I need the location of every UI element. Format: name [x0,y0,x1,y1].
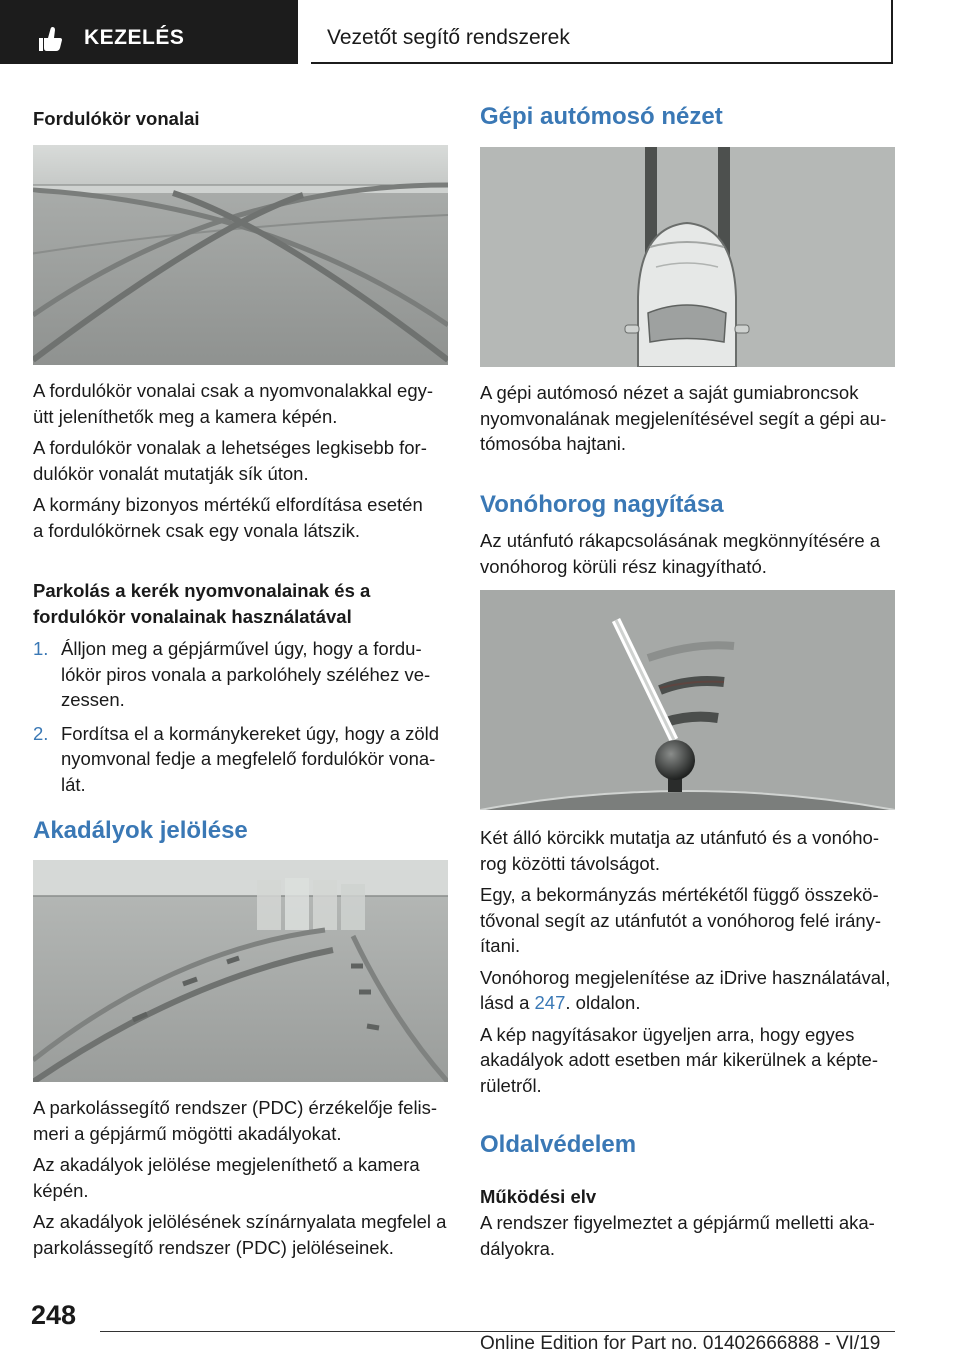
carwash-text: A gépi autómosó nézet a saját gumiabroncsok nyomvonalának megjelenítésével segít a gépi au‐ tómosóba hajtani. [480,382,887,454]
page-link[interactable]: 247 [534,992,566,1013]
chapter-title: Vezetőt segítő rendszerek [327,26,570,49]
hitch-intro: Az utánfutó rákapcsolásának megkönnyítésére a vonóhorog körüli rész kinagyítható. [480,530,881,577]
obstacles-figure [33,860,448,1082]
turning-lines-heading: Fordulókör vonalai [33,108,200,129]
turning-lines-figure [33,145,448,365]
obstacles-heading: Akadályok jelölése [33,817,248,844]
section-tab [0,0,298,64]
page-number: 248 [31,1300,77,1330]
hitch-figure [480,590,895,810]
carwash-figure [480,147,895,367]
list-item: 1. Álljon meg a gépjárművel úgy, hogy a fordu‐ lókör piros vonala a parkolóhely széléhez ve‐ zessen. [33,638,431,710]
parking-steps [33,636,449,797]
hitch-text: Két álló körcikk mutatja az utánfutó és a vonóho‐ rog közötti távolságot. Egy, a bekormányzás mértékétől függő összekö‐ tővonal segít az utánfutót a vonóhorog felé irány‐ ítani. Vonóhorog megjelenítése az iDrive használatával, lásd a 247. oldalon. A kép nagyításakor ügyeljen arra, hogy egyes akadályok adott esetben már kikerülnek a képte‐ rületről. [480,827,891,1096]
obstacles-text: A parkolássegítő rendszer (PDC) érzékelője felis‐ meri a gépjármű mögötti akadályokat. Az akadályok jelölése megjeleníthető a kamera képén. Az akadályok jelölésének színárnyalata megfelel a parkolássegítő rendszer (PDC) jelöléseinek. [33,1097,447,1258]
hand-icon [38,26,64,52]
turning-lines-text: A fordulókör vonalai csak a nyomvonalakkal egy‐ ütt jeleníthetők meg a kamera képén. A fordulókör vonalak a lehetséges legkisebb for‐ dulókör vonalát mutatják sík úton. A kormány bizonyos mértékű elfordítása esetén a fordulókörnek csak egy vonala látszik. [33,380,434,541]
carwash-heading: Gépi autómosó nézet [480,103,723,130]
footer-divider [100,1331,895,1332]
side-text: Működési elv A rendszer figyelmeztet a gépjármű melletti aka‐ dályokra. [480,1186,875,1259]
parking-heading: Parkolás a kerék nyomvonalainak és a fordulókör vonalainak használatával [33,580,371,627]
list-item: 2. Fordítsa el a kormánykereket úgy, hogy a zöld nyomvonal fedje a megfelelő fordulókör vona‐ lát. [33,722,440,795]
chapter-header [311,0,893,64]
section-label: KEZELÉS [84,26,185,49]
hitch-heading: Vonóhorog nagyítása [480,491,724,518]
edition-note: Online Edition for Part no. 01402666888 - VI/19 [480,1333,881,1354]
side-heading: Oldalvédelem [480,1131,637,1158]
